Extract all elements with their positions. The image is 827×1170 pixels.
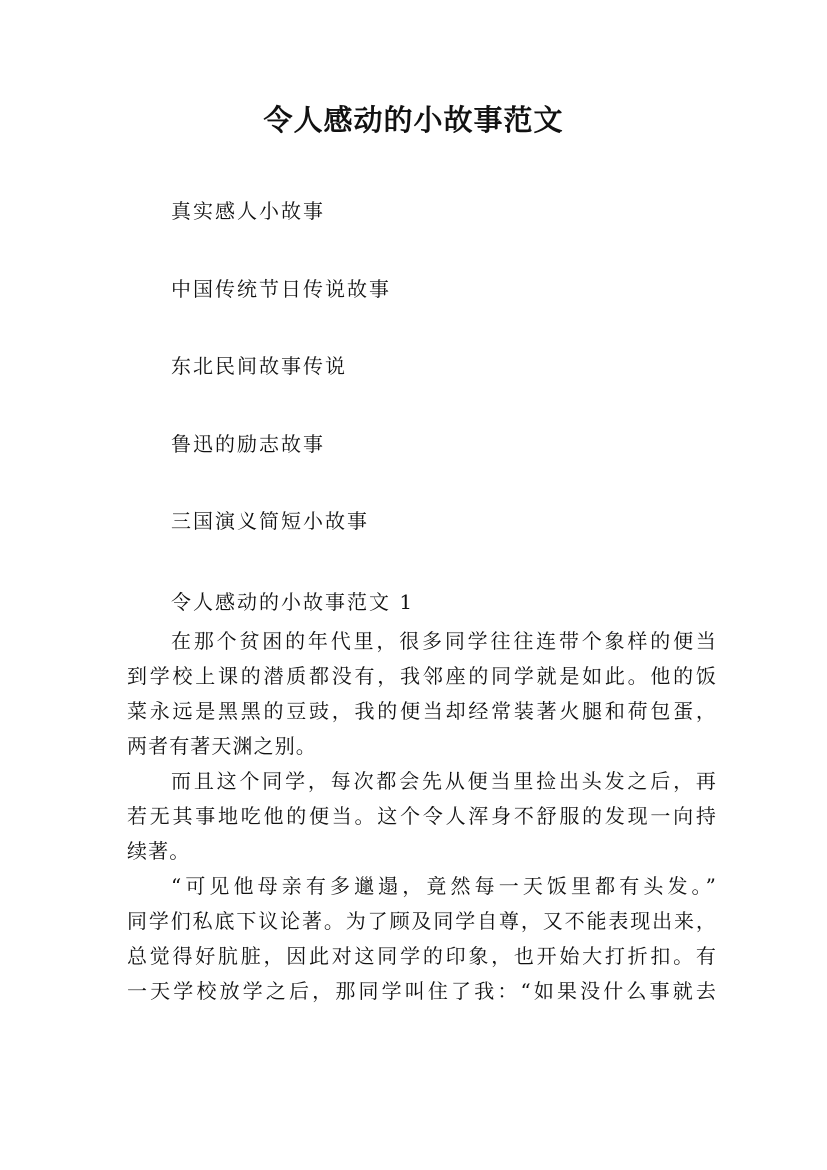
toc-list bbox=[171, 197, 391, 585]
document-title: 令人感动的小故事范文 bbox=[263, 103, 564, 137]
toc-item: 真实感人小故事 bbox=[171, 199, 325, 223]
paragraph-line: 在那个贫困的年代里，很多同学往往连带个象样的便当 bbox=[171, 629, 717, 653]
paragraph-line: “可见他母亲有多邋遢，竟然每一天饭里都有头发。” bbox=[171, 874, 717, 898]
paragraph-line: 一天学校放学之后，那同学叫住了我：“如果没什么事就去 bbox=[127, 979, 717, 1003]
toc-item: 中国传统节日传说故事 bbox=[171, 276, 391, 301]
paragraph-line: 若无其事地吃他的便当。这个令人浑身不舒服的发现一向持 bbox=[127, 804, 717, 828]
paragraph-line: 两者有著天渊之别。 bbox=[127, 734, 317, 758]
paragraph bbox=[127, 869, 717, 1009]
toc-item: 东北民间故事传说 bbox=[171, 354, 347, 378]
paragraph-line: 续著。 bbox=[127, 839, 191, 863]
toc-item: 鲁迅的励志故事 bbox=[171, 431, 325, 456]
paragraph bbox=[127, 624, 717, 764]
paragraph-line: 而且这个同学，每次都会先从便当里捡出头发之后，再 bbox=[171, 769, 717, 793]
paragraph-line: 菜永远是黑黑的豆豉，我的便当却经常装著火腿和荷包蛋， bbox=[127, 699, 717, 723]
paragraph-line: 到学校上课的潜质都没有，我邻座的同学就是如此。他的饭 bbox=[127, 664, 717, 688]
paragraph-line: 总觉得好肮脏，因此对这同学的印象，也开始大打折扣。有 bbox=[127, 944, 717, 968]
toc-item: 三国演义简短小故事 bbox=[171, 509, 369, 533]
paragraph-line: 同学们私底下议论著。为了顾及同学自尊，又不能表现出来， bbox=[127, 909, 717, 933]
body-text bbox=[127, 624, 717, 1009]
section-heading: 令人感动的小故事范文 1 bbox=[171, 590, 415, 614]
paragraph bbox=[127, 764, 717, 869]
